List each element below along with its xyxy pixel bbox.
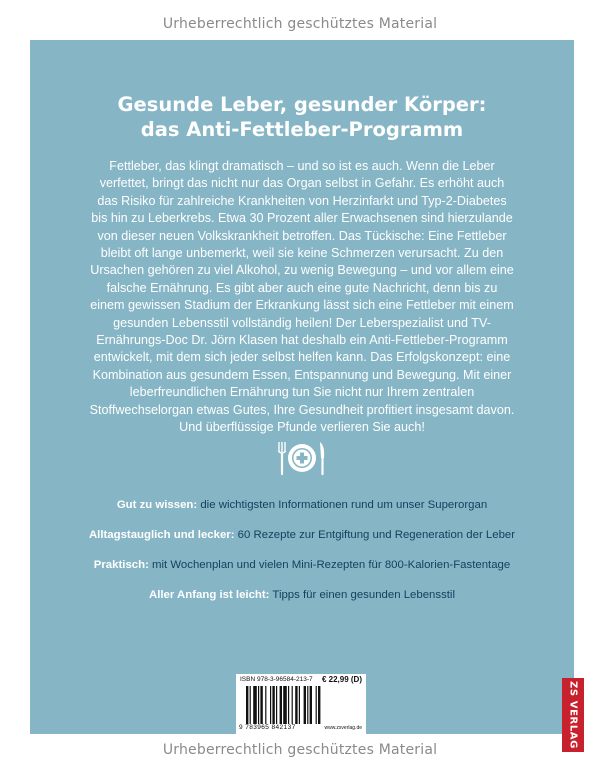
feature-text: 60 Rezepte zur Entgiftung und Regeneration der Leber [234,529,516,541]
feature-text: mit Wochenplan und vielen Mini-Rezepten für 800-Kalorien-Fastentage [148,559,511,571]
feature-text: die wichtigsten Informationen rund um unser Superorgan [197,499,488,511]
barcode-bar [272,686,274,724]
barcode-bar [276,686,277,724]
feature-item [30,498,574,512]
barcode-bar [258,686,259,724]
price-text: € 22,99 (D) [321,675,362,684]
barcode-bar [299,686,300,724]
watermark-bottom: Urheberrechtlich geschütztes Material [162,742,438,758]
feature-item [30,588,574,602]
feature-label: Gut zu wissen: [116,499,198,511]
feature-list [30,498,574,618]
barcode-bar [280,686,282,724]
barcode-bar [316,686,317,724]
isbn-text: ISBN 978-3-96584-213-7 [240,676,313,683]
feature-label: Alltagstauglich und lecker: [88,529,235,541]
feature-label: Praktisch: [93,559,149,571]
barcode-bar [307,686,308,724]
barcode-bar [295,686,297,724]
feature-text: Tipps für einen gesunden Lebensstil [269,589,455,601]
headline-line-1: Gesunde Leber, gesunder Körper: [117,93,487,116]
barcode-bar [292,686,293,724]
barcode-bar [304,686,306,724]
back-cover [30,40,579,749]
barcode-bar [318,686,320,724]
feature-item [30,558,574,572]
barcode-bar [260,686,262,724]
plate-with-cross-icon [274,440,330,476]
barcode-bar [253,686,257,724]
publisher-name: ZS VERLAG [567,681,579,749]
feature-item [30,528,574,542]
barcode-digits: 9 783965 842137 [239,724,296,731]
barcode-label [236,674,366,734]
barcode-bar [288,686,289,724]
barcode-bar [283,686,287,724]
publisher-url: www.zsverlag.de [324,725,362,731]
barcode-bar [246,686,248,724]
barcode-bar [250,686,251,724]
watermark-top: Urheberrechtlich geschütztes Material [162,16,438,32]
barcode-bar [270,686,271,724]
blurb-text: Fettleber, das klingt dramatisch – und so ist es auch. Wenn die Leber verfettet, bringt das nicht nur das Organ selbst in Gefahr. Es erhöht auch das Risiko für zahlreiche Krankheiten von Herzinfarkt und Typ-2-Diabetes bis hin zu Leberkrebs. Etwa 30 Prozent aller Erwachsenen sind hierzulande von dieser neuen Volkskrankheit betroffen. Das Tückische: Eine Fettleber bleibt oft lange unbemerkt, weil sie keine Schmerzen verursacht. Zu den Ursachen gehören zu viel Alkohol, zu wenig Bewegung – und vor allem eine falsche Ernährung. Es gibt aber auch eine gute Nachricht, denn bis zu einem gewissen Stadium der Erkrankung lässt sich eine Fettleber mit einem gesunden Lebensstil vollständig heilen! Der Leberspezialist und TV-Ernährungs-Doc Dr. Jörn Klasen hat deshalb ein Anti-Fettleber-Programm entwickelt, mit dem sich jeder selbst helfen kann. Das Erfolgskonzept: eine Kombination aus gesundem Essen, Entspannung und Bewegung. Mit einer leberfreundlichen Ernährung tun Sie nicht nur Ihrem zentralen Stoffwechselorgan etwas Gutes, Ihre Gesundheit profitiert insgesamt davon. Und überflüssige Pfunde verlieren Sie auch! [89,159,515,435]
feature-label: Aller Anfang ist leicht: [148,589,270,601]
headline [30,92,574,142]
publisher-logo [562,678,584,752]
headline-line-2: das Anti-Fettleber-Programm [140,118,464,141]
barcode-bar [265,686,266,724]
barcode-icon [246,686,354,724]
barcode-bar [310,686,312,724]
